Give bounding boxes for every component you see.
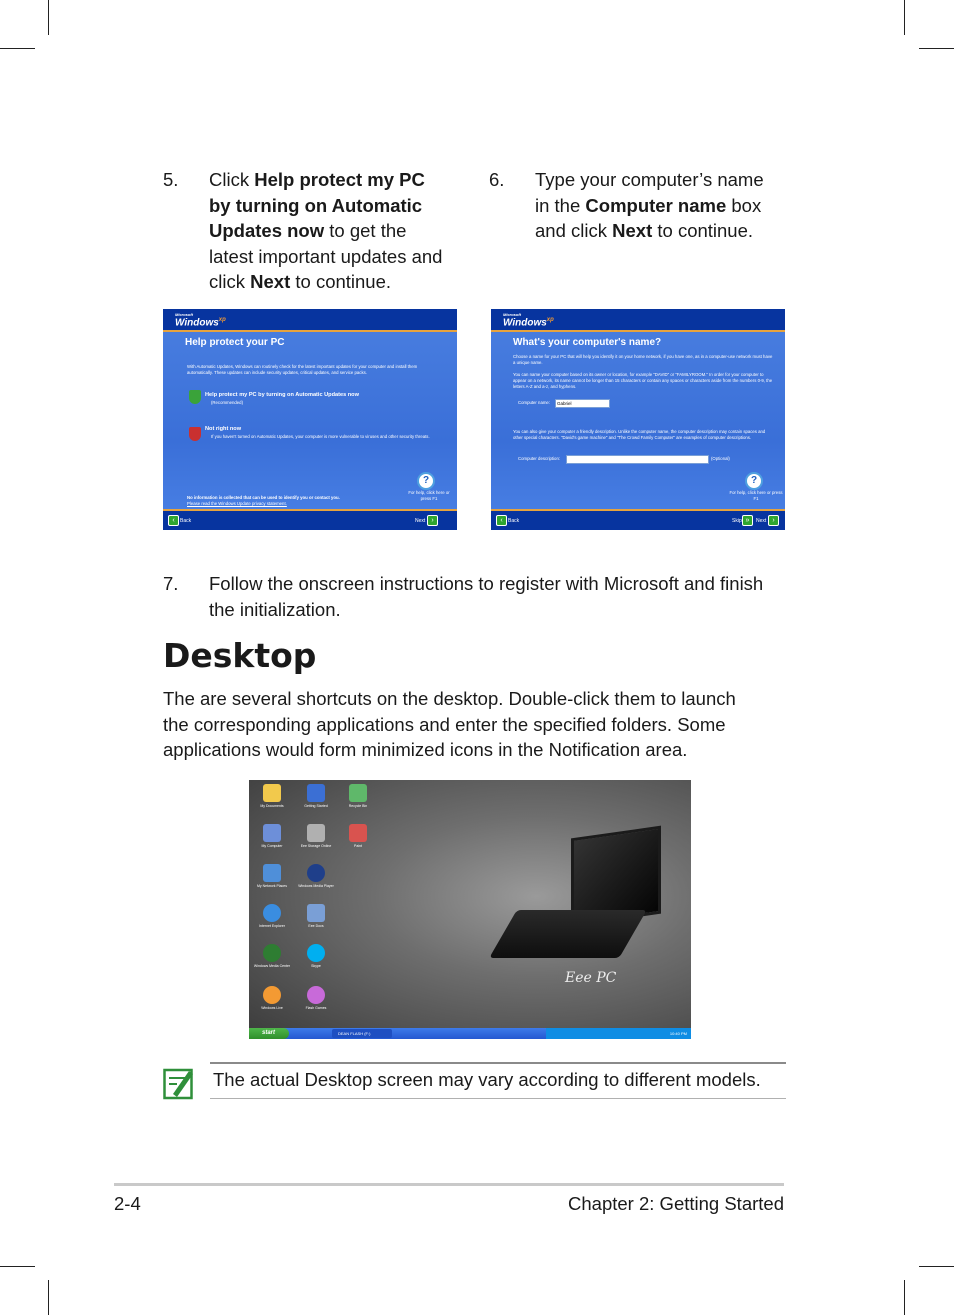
- eee-pc-logo: Eee PC: [565, 970, 617, 986]
- folder-icon: [263, 784, 281, 802]
- docs-icon: [307, 904, 325, 922]
- desktop-icon[interactable]: My Documents: [249, 784, 295, 808]
- paint-icon: [349, 824, 367, 842]
- page-number: 2-4: [114, 1193, 141, 1214]
- desktop-screenshot: [249, 780, 691, 1039]
- desktop-icon[interactable]: Recycle Bin: [335, 784, 381, 808]
- windows-logo: Microsoft Windows$^{xp}$: [503, 312, 554, 329]
- media-center-icon: [263, 944, 281, 962]
- computer-description-input[interactable]: [566, 455, 709, 464]
- desktop-icon[interactable]: Internet Explorer: [249, 904, 295, 928]
- laptop-base: [489, 910, 647, 958]
- desktop-icon[interactable]: My Computer: [249, 824, 295, 848]
- help-icon[interactable]: ?: [745, 472, 763, 490]
- xp-bottom-bar: [491, 509, 785, 530]
- option-turn-on-updates[interactable]: Help protect my PC by turning on Automatic Updates now: [205, 392, 359, 398]
- windows-logo: Microsoft Windows$^{xp}$: [175, 312, 226, 329]
- desktop-paragraph: The are several shortcuts on the desktop. Double-click them to launch the corresponding applications and enter the specified folders. Some applications would form minimized icons in the Notification area.: [163, 688, 736, 760]
- step-text: [535, 167, 783, 244]
- desktop-icon[interactable]: Getting Started: [293, 784, 339, 808]
- next-arrow-icon[interactable]: ›: [768, 515, 779, 526]
- step-text: Follow the onscreen instructions to register with Microsoft and finish the initialization.: [209, 573, 764, 620]
- option-recommended: (Recommended): [211, 400, 244, 405]
- shield-x-icon: [189, 427, 201, 441]
- shot-para-1: Choose a name for your PC that will help you identify it on your home network, if you have one, as in a computer-use network must have a unique name.: [513, 354, 773, 365]
- screenshot-help-protect: [163, 309, 457, 530]
- note-pencil-icon: [163, 1066, 195, 1100]
- xp-top-bar: [163, 309, 457, 332]
- privacy-note: No information is collected that can be used to identify you or contact you.: [187, 495, 340, 500]
- desktop-icon[interactable]: Eee Storage Online: [293, 824, 339, 848]
- desktop-icon[interactable]: Skype: [293, 944, 339, 968]
- internet-explorer-icon: [263, 904, 281, 922]
- help-text: For help, click here or press F1: [408, 490, 450, 501]
- desktop-icon[interactable]: Windows Media Player: [293, 864, 339, 888]
- footer-rule: [114, 1183, 784, 1186]
- back-arrow-icon[interactable]: ‹: [168, 515, 179, 526]
- step-text-part: to get the latest important updates and click: [209, 220, 443, 292]
- note-text: The actual Desktop screen may vary according to different models.: [213, 1069, 761, 1090]
- step-number: 5.: [163, 169, 179, 190]
- help-text: For help, click here or press F1: [729, 490, 783, 501]
- chapter-title: Chapter 2: Getting Started: [568, 1193, 784, 1214]
- next-label[interactable]: Next: [415, 518, 426, 524]
- desktop-icon[interactable]: Flash Games: [293, 986, 339, 1010]
- next-arrow-icon[interactable]: ›: [427, 515, 438, 526]
- step-text-part: to continue.: [652, 220, 754, 241]
- media-player-icon: [307, 864, 325, 882]
- xp-bottom-bar: [163, 509, 457, 530]
- clock: 10:40 PM: [669, 1031, 687, 1036]
- computer-name-label: Computer name:: [518, 400, 551, 405]
- shield-check-icon: [189, 390, 201, 404]
- step-text-part: box and click: [535, 194, 762, 241]
- skip-arrow-icon[interactable]: »: [742, 515, 753, 526]
- getting-started-icon: [307, 784, 325, 802]
- option-not-now[interactable]: Not right now: [205, 426, 242, 432]
- shot-intro: With Automatic Updates, Windows can routinely check for the latest important updates for your computer and install them automatically. These updates can include security updates, critical updates, and service packs.: [187, 364, 418, 375]
- shot-para-3: You can also give your computer a friendly description. Unlike the computer name, the computer description may contain spaces and other special characters. "David's game machine" and "The Crowd Family Computer" are examples of computer descriptions.: [513, 429, 766, 440]
- recycle-bin-icon: [349, 784, 367, 802]
- desktop-icon[interactable]: Windows Live: [249, 986, 295, 1010]
- shot-heading: Help protect your PC: [185, 337, 285, 348]
- computer-icon: [263, 824, 281, 842]
- step-text-bold: Computer name: [585, 194, 727, 216]
- step-text-bold: Next: [612, 220, 653, 241]
- step-number: 7.: [163, 573, 179, 594]
- network-icon: [263, 864, 281, 882]
- desktop-icon[interactable]: Eee Docs: [293, 904, 339, 928]
- screenshot-computer-name: [491, 309, 785, 530]
- desktop-icon[interactable]: Paint: [335, 824, 381, 848]
- section-heading: Desktop: [163, 636, 317, 675]
- note-rule-top: [210, 1062, 786, 1064]
- step-text-part: Click: [209, 169, 255, 190]
- skype-icon: [307, 944, 325, 962]
- taskbar: [249, 1028, 691, 1039]
- option-warning: If you haven't turned on Automatic Updates, your computer is more vulnerable to viruses and other security threats.: [211, 434, 430, 439]
- step-text: [209, 167, 449, 295]
- notification-area[interactable]: [546, 1028, 691, 1039]
- skip-label[interactable]: Skip: [732, 518, 742, 524]
- step-text-bold: Help protect my PC by turning on Automatic Updates now: [209, 169, 425, 241]
- desktop-icon[interactable]: My Network Places: [249, 864, 295, 888]
- desktop-icon[interactable]: Windows Media Center: [249, 944, 295, 968]
- optional-label: (Optional): [711, 456, 730, 461]
- step-text-bold: Next: [250, 271, 291, 292]
- help-icon[interactable]: ?: [417, 472, 435, 490]
- computer-name-input[interactable]: Gabriel: [555, 399, 610, 408]
- back-arrow-icon[interactable]: ‹: [496, 515, 507, 526]
- xp-top-bar: [491, 309, 785, 332]
- start-button[interactable]: start: [249, 1028, 289, 1039]
- back-label[interactable]: Back: [180, 518, 192, 524]
- computer-description-label: Computer description:: [518, 456, 561, 461]
- games-icon: [307, 986, 325, 1004]
- next-label[interactable]: Next: [756, 518, 767, 524]
- windows-live-icon: [263, 986, 281, 1004]
- shot-para-2: You can name your computer based on its owner or location, for example "DAVID" or "FAMILYROOM." In order for your computer to appear on a network, its name cannot be longer than 15 characters or contain any spaces or characters aside from the numbers 0-9, the letters A-Z and a-z, and hyphens.: [513, 372, 773, 389]
- step-text-part: to continue.: [290, 271, 392, 292]
- step-number: 6.: [489, 169, 505, 190]
- privacy-link[interactable]: Please read the Windows Update privacy statement.: [187, 501, 287, 506]
- taskbar-item[interactable]: DEAN FLASH (F:): [332, 1029, 392, 1038]
- shot-heading: What's your computer's name?: [513, 337, 662, 348]
- storage-icon: [307, 824, 325, 842]
- step-text-part: Type your computer’s name in the: [535, 169, 764, 216]
- note-rule-bottom: [210, 1098, 786, 1099]
- back-label[interactable]: Back: [508, 518, 520, 524]
